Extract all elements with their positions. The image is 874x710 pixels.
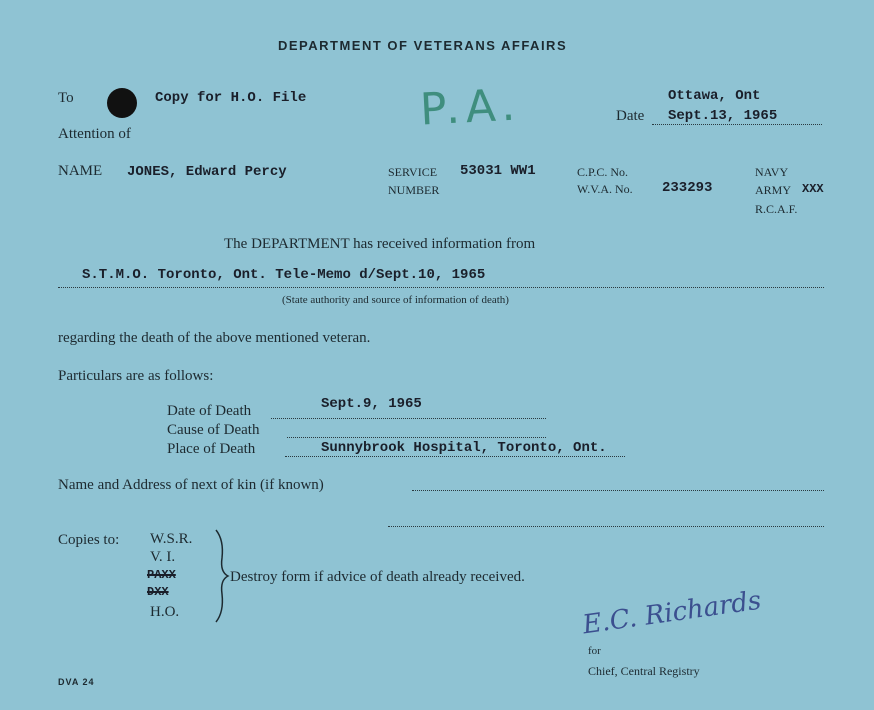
name-label: NAME (58, 163, 103, 179)
signature-title: Chief, Central Registry (588, 664, 700, 678)
kin-line-1 (412, 474, 824, 491)
wva-value: 233293 (662, 180, 713, 196)
cause-of-death-line (287, 419, 546, 438)
copies-item-ho: H.O. (150, 604, 180, 620)
date-value: Sept.13, 1965 (668, 108, 778, 124)
rcaf-label: R.C.A.F. (755, 202, 798, 216)
department-title: DEPARTMENT OF VETERANS AFFAIRS (278, 38, 568, 53)
city-value: Ottawa, Ont (668, 88, 761, 104)
service-number-value: 53031 WW1 (460, 163, 536, 179)
service-label-2: NUMBER (388, 183, 440, 197)
navy-label: NAVY (755, 165, 789, 179)
form-id: DVA 24 (58, 677, 95, 687)
copies-item-struck-2: DXX (147, 585, 169, 599)
copies-item-vi: V. I. (150, 549, 176, 565)
source-note: (State authority and source of information of death) (282, 294, 509, 306)
wva-label: W.V.A. No. (577, 182, 633, 196)
kin-label: Name and Address of next of kin (if known) (58, 477, 324, 493)
place-of-death-label: Place of Death (167, 441, 256, 457)
copies-brace (212, 528, 232, 624)
date-line (652, 106, 822, 125)
army-label: ARMY (755, 183, 792, 197)
kin-line-2 (388, 510, 824, 527)
copies-label: Copies to: (58, 532, 120, 548)
cause-of-death-label: Cause of Death (167, 422, 260, 438)
signature-for: for (588, 645, 601, 657)
regarding-text: regarding the death of the above mentioned veteran. (58, 330, 371, 346)
destroy-instruction: Destroy form if advice of death already received. (230, 569, 525, 585)
date-of-death-value: Sept.9, 1965 (321, 396, 422, 412)
copies-item-wsr: W.S.R. (150, 531, 193, 547)
source-line (58, 265, 824, 288)
date-of-death-line (271, 396, 546, 419)
cpc-label: C.P.C. No. (577, 165, 629, 179)
to-value: Copy for H.O. File (155, 90, 307, 106)
punch-hole (107, 88, 137, 118)
date-label: Date (616, 108, 645, 124)
to-label: To (58, 90, 74, 106)
army-mark: XXX (802, 182, 824, 196)
name-value: JONES, Edward Percy (127, 164, 287, 180)
place-of-death-line (285, 438, 625, 457)
signature: E.C. Richards (580, 585, 764, 641)
received-text: The DEPARTMENT has received information from (224, 236, 536, 252)
attention-label: Attention of (58, 126, 131, 142)
source-value: S.T.M.O. Toronto, Ont. Tele-Memo d/Sept.10, 1965 (82, 267, 486, 283)
service-label-1: SERVICE (388, 165, 438, 179)
date-of-death-label: Date of Death (167, 403, 252, 419)
pa-handwritten-mark: P.A. (418, 79, 523, 136)
particulars-heading: Particulars are as follows: (58, 368, 214, 384)
copies-item-struck-1: PAXX (147, 568, 176, 582)
place-of-death-value: Sunnybrook Hospital, Toronto, Ont. (321, 440, 607, 456)
